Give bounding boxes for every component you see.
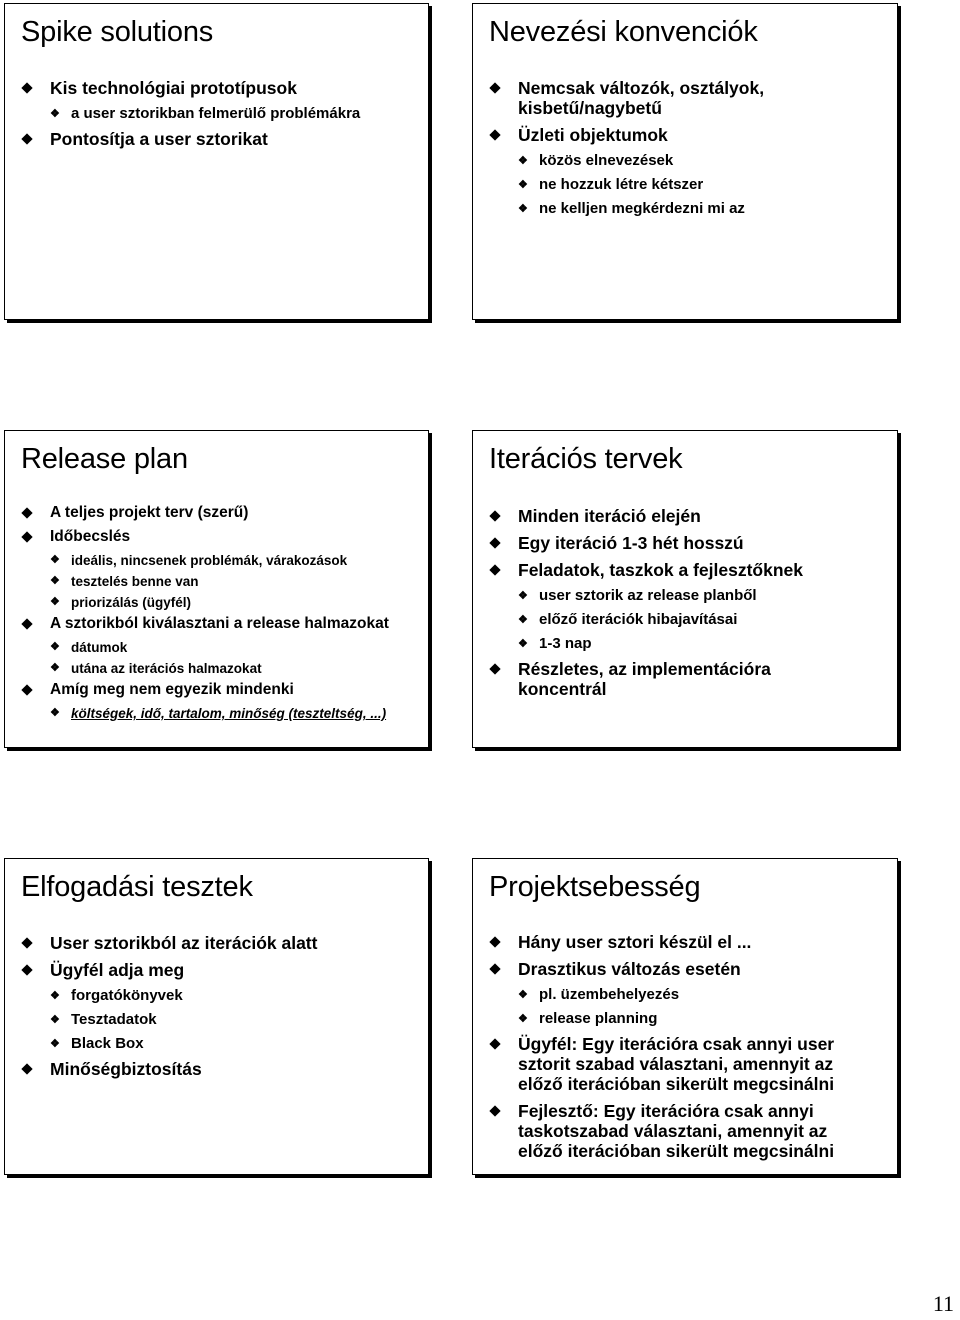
clover-bullet-icon: ❖ <box>50 641 60 653</box>
sub-bullet-item: ❖ ne kelljen megkérdezni mi az <box>518 200 745 217</box>
bullet-list <box>489 78 889 224</box>
diamond-bullet-icon <box>21 937 32 948</box>
clover-bullet-icon: ❖ <box>518 638 528 650</box>
bullet-item: Részletes, az implementációra koncentrál <box>489 659 818 699</box>
bullet-item: Ügyfél: Egy iterációra csak annyi user sztorit szabad választani, amennyit az előző iterációban sikerült megcsinálni <box>489 1034 868 1094</box>
bullet-list <box>21 504 420 726</box>
clover-bullet-icon: ❖ <box>518 203 528 215</box>
diamond-bullet-icon <box>489 663 500 674</box>
bullet-list <box>489 506 889 706</box>
bullet-item: Minőségbiztosítás <box>21 1059 420 1079</box>
sub-bullet-item: ❖ 1-3 nap <box>518 635 592 652</box>
bullet-item: Nemcsak változók, osztályok, kisbetű/nagybetű <box>489 78 798 118</box>
sub-bullet-item: ❖ utána az iterációs halmazokat <box>50 661 262 676</box>
clover-bullet-icon: ❖ <box>50 108 60 120</box>
bullet-item: Időbecslés <box>21 528 420 546</box>
slide-title: Release plan <box>21 443 188 475</box>
bullet-item: A teljes projekt terv (szerű) <box>21 504 420 522</box>
diamond-bullet-icon <box>21 1063 32 1074</box>
bullet-list <box>21 78 420 156</box>
slide-title: Nevezési konvenciók <box>489 16 758 48</box>
diamond-bullet-icon <box>21 82 32 93</box>
sub-bullet-item: ❖ közös elnevezések <box>518 152 674 169</box>
slide-release-plan <box>4 430 429 748</box>
bullet-item: Amíg meg nem egyezik mindenki <box>21 681 420 699</box>
sub-bullet-item: ❖ tesztelés benne van <box>50 574 199 589</box>
clover-bullet-icon: ❖ <box>50 596 60 608</box>
diamond-bullet-icon <box>489 537 500 548</box>
sub-bullet-item: ❖ release planning <box>518 1010 658 1027</box>
clover-bullet-icon: ❖ <box>518 1013 528 1025</box>
clover-bullet-icon: ❖ <box>50 707 60 719</box>
bullet-item: Üzleti objektumok <box>489 125 889 145</box>
slide-projektsebesseg <box>472 858 898 1175</box>
sub-bullet-item <box>21 705 420 722</box>
clover-bullet-icon: ❖ <box>518 155 528 167</box>
sub-bullet-item: ❖ a user sztorikban felmerülő problémákra <box>50 105 361 122</box>
diamond-bullet-icon <box>21 531 32 542</box>
bullet-list <box>489 932 889 1168</box>
slide-title: Projektsebesség <box>489 871 701 903</box>
bullet-item: Fejlesztő: Egy iterációra csak annyi taskotszabad választani, amennyit az előző iterációban sikerült megcsinálni <box>489 1101 868 1161</box>
clover-bullet-icon: ❖ <box>50 1014 60 1026</box>
bullet-item: User sztorikból az iterációk alatt <box>21 933 420 953</box>
clover-bullet-icon: ❖ <box>518 590 528 602</box>
sub-bullet-item: ❖ user sztorik az release planből <box>518 587 757 604</box>
diamond-bullet-icon <box>489 1038 500 1049</box>
bullet-item: Pontosítja a user sztorikat <box>21 129 420 149</box>
sub-bullet-item: ❖ előző iterációk hibajavításai <box>518 611 738 628</box>
bullet-item: Egy iteráció 1-3 hét hosszú <box>489 533 889 553</box>
sub-bullet-item: ❖ pl. üzembehelyezés <box>518 986 680 1003</box>
diamond-bullet-icon <box>489 82 500 93</box>
clover-bullet-icon: ❖ <box>518 614 528 626</box>
clover-bullet-icon: ❖ <box>50 554 60 566</box>
clover-bullet-icon: ❖ <box>518 989 528 1001</box>
diamond-bullet-icon <box>21 507 32 518</box>
bullet-item: Minden iteráció elején <box>489 506 889 526</box>
bullet-item: Drasztikus változás esetén <box>489 959 889 979</box>
sub-bullet-item: ❖ ne hozzuk létre kétszer <box>518 176 704 193</box>
diamond-bullet-icon <box>489 963 500 974</box>
diamond-bullet-icon <box>21 618 32 629</box>
sub-bullet-item: ❖ ideális, nincsenek problémák, várakozások <box>50 553 348 568</box>
bullet-item: Hány user sztori készül el ... <box>489 932 889 952</box>
clover-bullet-icon: ❖ <box>50 662 60 674</box>
clover-bullet-icon: ❖ <box>50 1038 60 1050</box>
sub-bullet-item: ❖ Tesztadatok <box>50 1011 157 1028</box>
diamond-bullet-icon <box>489 564 500 575</box>
slide-title: Iterációs tervek <box>489 443 683 475</box>
page-number: 11 <box>932 1291 954 1316</box>
slide-iteracios-tervek <box>472 430 898 748</box>
clover-bullet-icon: ❖ <box>50 990 60 1002</box>
sub-bullet-item: ❖ priorizálás (ügyfél) <box>50 595 192 610</box>
clover-bullet-icon: ❖ <box>50 575 60 587</box>
underlined-text: költségek, idő, tartalom, minőség (teszteltség, ...) <box>71 706 387 721</box>
bullet-item: Feladatok, taszkok a fejlesztőknek <box>489 560 889 580</box>
diamond-bullet-icon <box>489 1105 500 1116</box>
diamond-bullet-icon <box>21 133 32 144</box>
bullet-item: Kis technológiai prototípusok <box>21 78 420 98</box>
diamond-bullet-icon <box>489 510 500 521</box>
bullet-list <box>21 933 420 1086</box>
slide-title: Elfogadási tesztek <box>21 871 253 903</box>
slide-nevezesi-konvenciok <box>472 3 898 320</box>
slide-elfogadasi-tesztek <box>4 858 429 1175</box>
sub-bullet-item: ❖ forgatókönyvek <box>50 987 183 1004</box>
diamond-bullet-icon <box>21 964 32 975</box>
sub-bullet-item: ❖ dátumok <box>50 640 128 655</box>
slide-spike-solutions <box>4 3 429 320</box>
bullet-item: Ügyfél adja meg <box>21 960 420 980</box>
diamond-bullet-icon <box>21 684 32 695</box>
sub-bullet-item: ❖ Black Box <box>50 1035 144 1052</box>
clover-bullet-icon: ❖ <box>518 179 528 191</box>
diamond-bullet-icon <box>489 129 500 140</box>
diamond-bullet-icon <box>489 936 500 947</box>
bullet-item: A sztorikból kiválasztani a release halmazokat <box>21 615 420 633</box>
slide-title: Spike solutions <box>21 16 214 48</box>
